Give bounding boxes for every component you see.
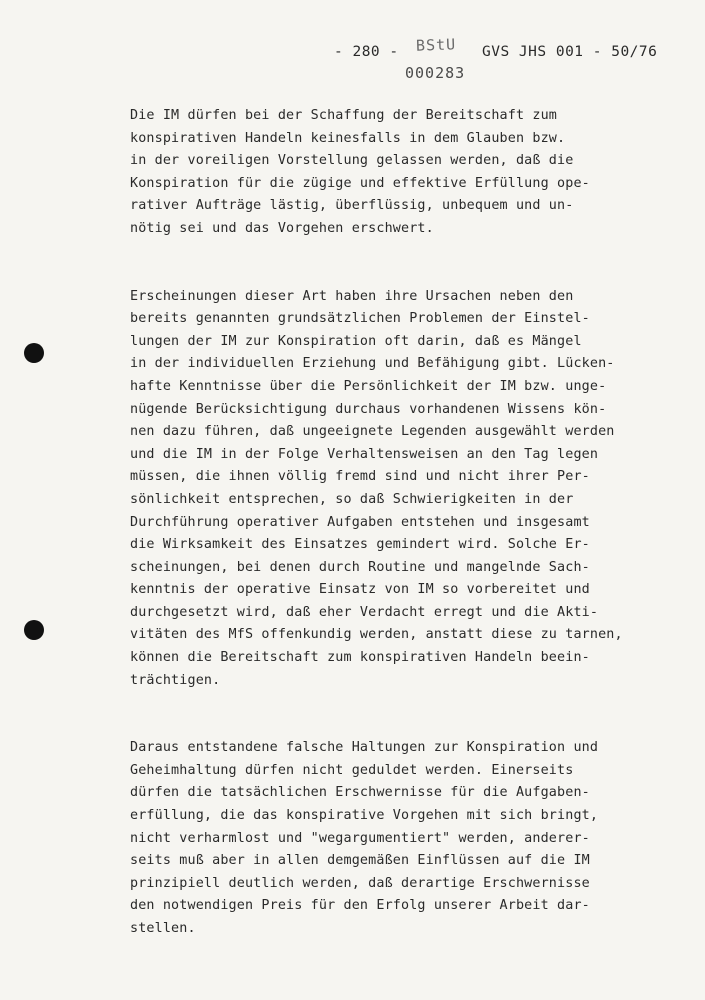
text-line: trächtigen.: [130, 672, 221, 688]
text-line: lungen der IM zur Konspiration oft darin, daß es Mängel: [130, 333, 582, 349]
text-line: nen dazu führen, daß ungeeignete Legenden ausgewählt werden: [130, 424, 615, 440]
paragraph-1: [130, 105, 675, 241]
page-number: - 280 -: [334, 44, 399, 60]
text-line: nicht verharmlost und "wegargumentiert" werden, anderer-: [130, 830, 590, 846]
text-line: rativer Aufträge lästig, überflüssig, unbequem und un-: [130, 198, 574, 214]
text-line: kenntnis der operative Einsatz von IM so vorbereitet und: [130, 582, 590, 598]
text-line: den notwendigen Preis für den Erfolg unserer Arbeit dar-: [130, 898, 590, 914]
text-line: nügende Berücksichtigung durchaus vorhandenen Wissens kön-: [130, 401, 607, 417]
text-line: in der individuellen Erziehung und Befähigung gibt. Lücken-: [130, 356, 615, 372]
text-line: die Wirksamkeit des Einsatzes gemindert wird. Solche Er-: [130, 537, 590, 553]
paragraph-2: [130, 286, 675, 693]
text-line: prinzipiell deutlich werden, daß derartige Erschwernisse: [130, 875, 590, 891]
text-line: stellen.: [130, 921, 196, 936]
punch-hole: [24, 343, 44, 363]
text-line: können die Bereitschaft zum konspirativen Handeln beein-: [130, 650, 590, 666]
text-line: Konspiration für die zügige und effektive Erfüllung ope-: [130, 175, 590, 191]
archive-stamp: BStU: [415, 35, 457, 55]
text-line: Durchführung operativer Aufgaben entstehen und insgesamt: [130, 514, 590, 530]
text-line: Daraus entstandene falsche Haltungen zur Konspiration und: [130, 740, 599, 756]
punch-hole: [24, 620, 44, 640]
text-line: scheinungen, bei denen durch Routine und mangelnde Sach-: [130, 559, 590, 575]
text-line: nötig sei und das Vorgehen erschwert.: [130, 220, 434, 236]
paragraph-3: [130, 737, 675, 940]
text-line: konspirativen Handeln keinesfalls in dem Glauben bzw.: [130, 130, 566, 146]
text-line: und die IM in der Folge Verhaltensweisen an den Tag legen: [130, 446, 599, 462]
text-line: sönlichkeit entsprechen, so daß Schwierigkeiten in der: [130, 491, 574, 507]
text-line: müssen, die ihnen völlig fremd sind und nicht ihrer Per-: [130, 469, 590, 485]
text-line: Geheimhaltung dürfen nicht geduldet werden. Einerseits: [130, 762, 574, 778]
text-line: Die IM dürfen bei der Schaffung der Bereitschaft zum: [130, 108, 558, 123]
text-line: dürfen die tatsächlichen Erschwernisse für die Aufgaben-: [130, 785, 590, 801]
document-reference: GVS JHS 001 - 50/76: [482, 44, 658, 60]
text-line: bereits genannten grundsätzlichen Problemen der Einstel-: [130, 311, 590, 327]
text-line: erfüllung, die das konspirative Vorgehen mit sich bringt,: [130, 808, 599, 824]
text-line: vitäten des MfS offenkundig werden, anstatt diese zu tarnen,: [130, 627, 623, 643]
text-line: Erscheinungen dieser Art haben ihre Ursachen neben den: [130, 288, 574, 304]
text-line: durchgesetzt wird, daß eher Verdacht erregt und die Akti-: [130, 604, 599, 620]
text-line: seits muß aber in allen demgemäßen Einflüssen auf die IM: [130, 853, 590, 869]
text-line: hafte Kenntnisse über die Persönlichkeit der IM bzw. unge-: [130, 378, 607, 394]
text-line: in der voreiligen Vorstellung gelassen werden, daß die: [130, 153, 574, 169]
document-body: [130, 105, 675, 941]
archive-stamp-number: 000283: [405, 64, 466, 82]
